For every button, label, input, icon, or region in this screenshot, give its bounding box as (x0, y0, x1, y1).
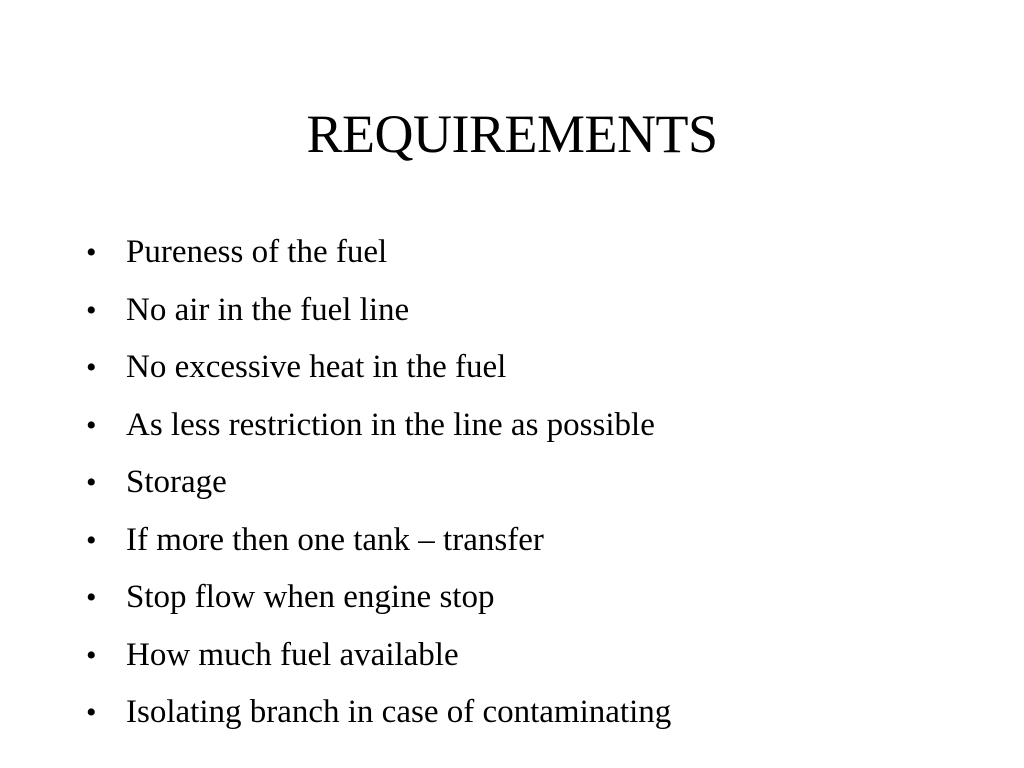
bullet-item (84, 224, 671, 282)
bullet-marker: • (86, 408, 97, 442)
bullet-marker: • (86, 466, 97, 499)
bullet-marker: • (86, 293, 97, 327)
bullet-text: As less restriction in the line as possible (126, 406, 655, 443)
bullet-marker: • (86, 236, 97, 269)
bullet-text: Isolating branch in case of contaminating (126, 694, 672, 730)
bullet-text: Storage (126, 464, 227, 500)
bullet-text: How much fuel available (126, 636, 459, 673)
bullet-marker: • (86, 696, 97, 729)
bullet-text: No air in the fuel line (126, 291, 410, 328)
bullet-text: Pureness of the fuel (126, 234, 388, 270)
bullet-item (84, 627, 671, 685)
bullet-item (84, 339, 671, 397)
bullet-item (84, 512, 671, 570)
bullet-item (84, 282, 671, 340)
bullet-item (84, 454, 671, 512)
bullet-item (84, 684, 671, 742)
bullet-marker: • (86, 581, 97, 614)
bullet-text: Stop flow when engine stop (126, 579, 495, 615)
bullet-text: If more then one tank – transfer (126, 521, 544, 558)
bullet-marker: • (86, 638, 97, 672)
bullet-marker: • (86, 523, 97, 557)
bullet-text: No excessive heat in the fuel (126, 349, 507, 385)
bullet-marker: • (86, 351, 97, 384)
bullet-item (84, 569, 671, 627)
bullet-list (84, 224, 671, 742)
bullet-item (84, 397, 671, 455)
slide-title: REQUIREMENTS (306, 104, 718, 164)
